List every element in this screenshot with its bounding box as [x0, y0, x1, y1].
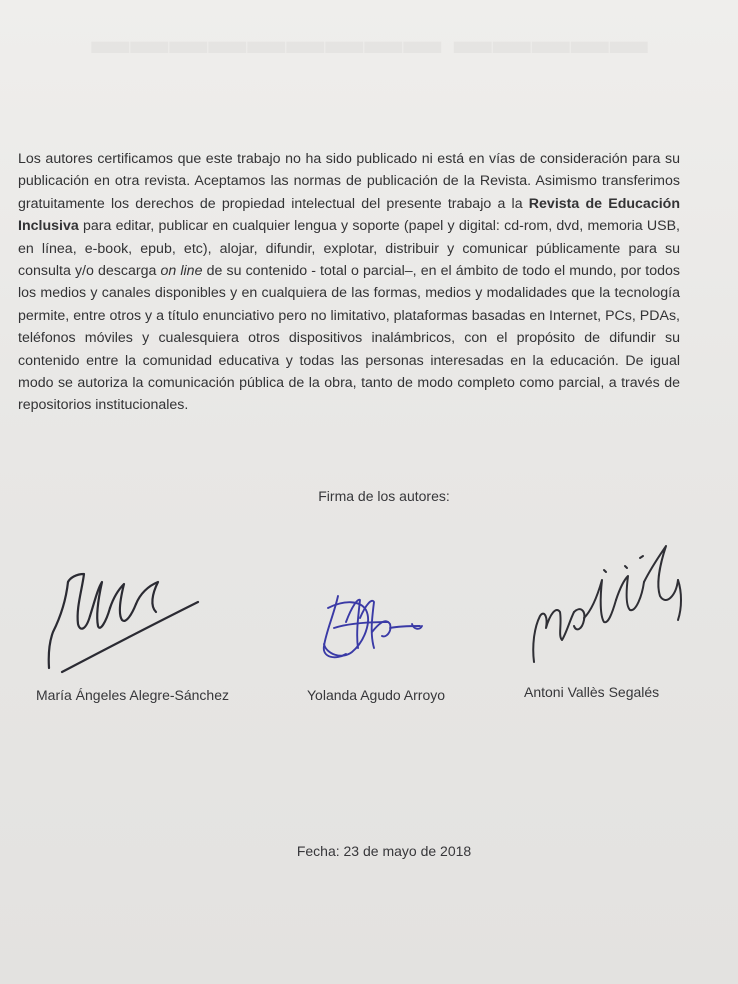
author-name-2: Yolanda Agudo Arroyo — [307, 687, 446, 703]
signature-2 — [316, 588, 431, 663]
statement-part-3: de su contenido - total o parcial–, en el ámbito de todo el mundo, por todos los medios y canales disponibles y en cualquiera de las formas, medios y modalidades que la tecnología permite, entre otros y a título enunciativo pero no limitativo, plataformas basadas en Internet, PCs, PDAs, teléfonos móviles y cualesquiera otros dispositivos inalámbricos, con el propósito de difundir su contenido entre la comunidad educativa y todas las personas interesadas en la educación. De igual modo se autoriza la comunicación pública de la obra, tanto de modo completo como parcial, a través de repositorios institucionales. — [18, 263, 681, 414]
signatures-label: Firma de los autores: — [318, 488, 450, 504]
online-term: on line — [160, 263, 203, 280]
signature-3 — [526, 536, 696, 666]
copyright-statement — [18, 148, 680, 417]
author-name-3: Antoni Vallès Segalés — [524, 684, 660, 700]
statement-part-1: Los autores certificamos que este trabajo no ha sido publicado ni está en vías de consideración para su publicación en otra revista. Aceptamos las normas de publicación de la Revista. Asimismo transferimos gratuitamente los derechos de propiedad intelectual del presente trabajo a la — [18, 151, 680, 212]
author-name-1: María Ángeles Alegre-Sánchez — [36, 687, 229, 703]
signature-1 — [40, 560, 210, 675]
journal-name: Revista de Educación Inclusiva — [18, 195, 680, 235]
statement-part-2: para editar, publicar en cualquier lengua y soporte (papel y digital: cd-rom, dvd, memoria USB, en línea, e-book, epub, etc), alojar, difundir, explotar, distribuir y comunicar públicamente para su consulta y/o descarga — [18, 218, 680, 280]
bleed-through-heading — [40, 20, 700, 63]
document-date: Fecha: 23 de mayo de 2018 — [296, 843, 472, 859]
